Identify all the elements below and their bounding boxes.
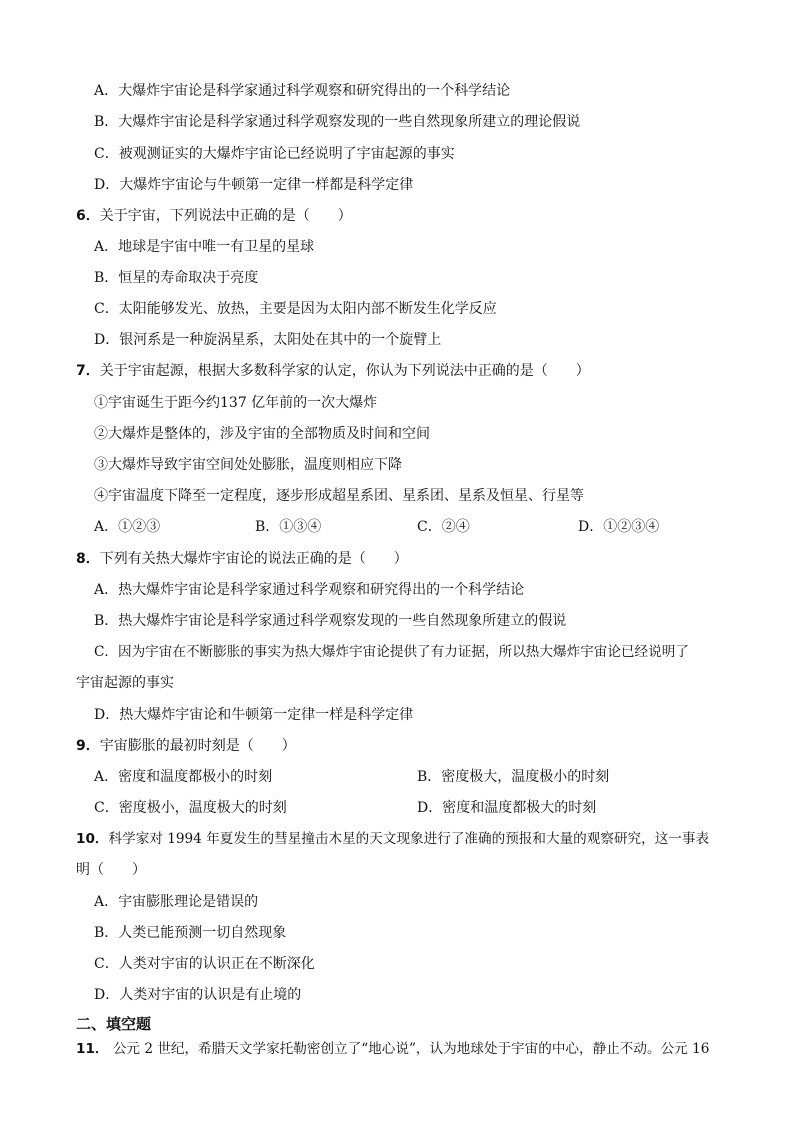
- q7-statement-1: ①宇宙诞生于距今约137 亿年前的一次大爆炸: [94, 395, 378, 411]
- q8-option-d: D．热大爆炸宇宙论和牛顿第一定律一样是科学定律: [94, 707, 414, 723]
- q10-option-a: A．宇宙膨胀理论是错误的: [94, 894, 259, 910]
- q8-option-c-line1: C．因为宇宙在不断膨胀的事实为热大爆炸宇宙论提供了有力证据，所以热大爆炸宇宙论已经说明了: [94, 644, 689, 660]
- q9-option-b: B．密度极大，温度极小的时刻: [417, 769, 610, 785]
- q5-option-b: B．大爆炸宇宙论是科学家通过科学观察发现的一些自然现象所建立的理论假说: [94, 114, 581, 130]
- q8-text: 下列有关热大爆炸宇宙论的说法正确的是（ ）: [99, 551, 408, 567]
- q7-option-a: A．①②③: [94, 519, 161, 535]
- q10-number: 10．: [76, 831, 109, 847]
- q5-option-d: D．大爆炸宇宙论与牛顿第一定律一样都是科学定律: [94, 177, 414, 193]
- q7-stem: [76, 362, 590, 380]
- q6-text: 关于宇宙，下列说法中正确的是（ ）: [99, 208, 352, 224]
- q9-number: 9．: [76, 738, 100, 754]
- section-heading-fill-in: 二、填空题: [76, 1015, 152, 1033]
- q8-option-a: A．热大爆炸宇宙论是科学家通过科学观察和研究得出的一个科学结论: [94, 582, 525, 598]
- q11-stem: [76, 1040, 709, 1058]
- q11-text: 公元 2 世纪，希腊天文学家托勒密创立了“地心说”，认为地球处于宇宙的中心，静止不动。公元 16: [108, 1041, 710, 1057]
- q8-number: 8．: [76, 551, 100, 567]
- q10-stem-line2: 明（ ）: [76, 862, 146, 878]
- q10-text: 科学家对 1994 年夏发生的彗星撞击木星的天文现象进行了准确的预报和大量的观察研究，这一事表: [108, 831, 710, 847]
- q7-statement-4: ④宇宙温度下降至一定程度，逐步形成超星系团、星系团、星系及恒星、行星等: [94, 488, 584, 504]
- q5-option-c: C．被观测证实的大爆炸宇宙论已经说明了宇宙起源的事实: [94, 146, 455, 162]
- q9-option-c: C．密度极小，温度极大的时刻: [94, 800, 287, 816]
- q6-option-d: D．银河系是一种旋涡星系，太阳处在其中的一个旋臂上: [94, 332, 442, 348]
- q10-option-d: D．人类对宇宙的认识是有止境的: [94, 987, 302, 1003]
- q6-option-b: B．恒星的寿命取决于亮度: [94, 270, 259, 286]
- q10-option-b: B．人类已能预测一切自然现象: [94, 925, 287, 941]
- q10-stem-line1: [76, 830, 709, 848]
- q11-number: 11．: [76, 1041, 109, 1057]
- q9-text: 宇宙膨胀的最初时刻是（ ）: [99, 738, 296, 754]
- q6-number: 6．: [76, 208, 100, 224]
- q10-option-c: C．人类对宇宙的认识正在不断深化: [94, 956, 315, 972]
- q8-stem: [76, 550, 408, 568]
- q9-option-a: A．密度和温度都极小的时刻: [94, 769, 273, 785]
- q8-option-b: B．热大爆炸宇宙论是科学家通过科学观察发现的一些自然现象所建立的假说: [94, 613, 567, 629]
- q9-stem: [76, 737, 296, 755]
- q7-text: 关于宇宙起源，根据大多数科学家的认定，你认为下列说法中正确的是（ ）: [99, 363, 590, 379]
- q7-option-b: B．①③④: [255, 519, 322, 535]
- q7-statement-3: ③大爆炸导致宇宙空间处处膨胀，温度则相应下降: [94, 457, 402, 473]
- q7-option-d: D．①②③④: [578, 519, 660, 535]
- q7-number: 7．: [76, 363, 100, 379]
- q6-option-c: C．太阳能够发光、放热，主要是因为太阳内部不断发生化学反应: [94, 301, 497, 317]
- q6-option-a: A．地球是宇宙中唯一有卫星的星球: [94, 239, 315, 255]
- q9-option-d: D．密度和温度都极大的时刻: [417, 800, 597, 816]
- q7-option-c: C．②④: [417, 519, 470, 535]
- q7-statement-2: ②大爆炸是整体的，涉及宇宙的全部物质及时间和空间: [94, 426, 430, 442]
- q8-option-c-line2: 宇宙起源的事实: [76, 675, 174, 691]
- q5-option-a: A．大爆炸宇宙论是科学家通过科学观察和研究得出的一个科学结论: [94, 83, 511, 99]
- q6-stem: [76, 207, 352, 225]
